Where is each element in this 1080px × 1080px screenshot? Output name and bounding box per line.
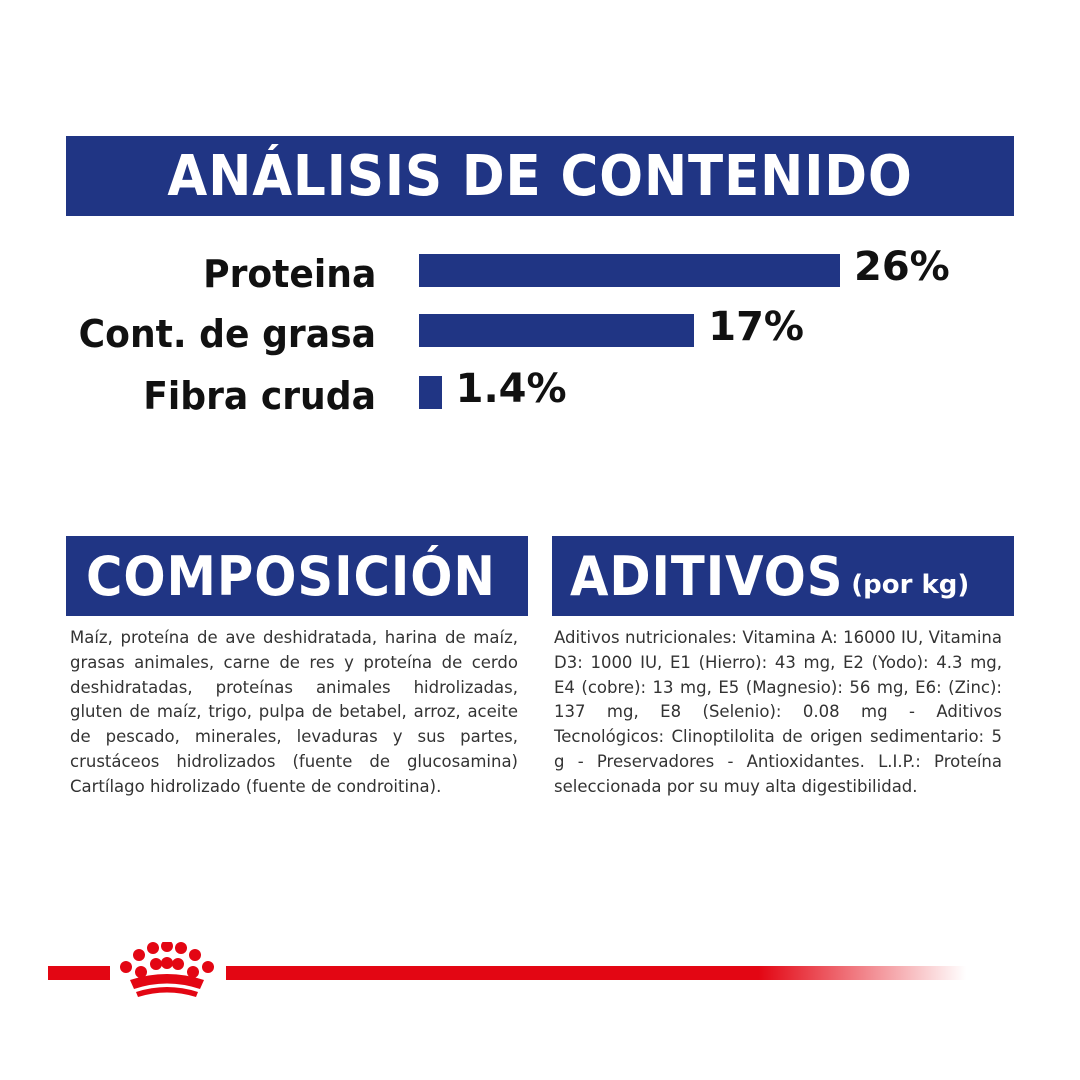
footer-line-right xyxy=(226,966,966,980)
bar xyxy=(419,254,840,287)
crown-icon xyxy=(116,942,218,1000)
analysis-header-banner xyxy=(66,136,1014,216)
bar-label: Fibra cruda xyxy=(143,374,376,418)
bar xyxy=(419,376,442,409)
additives-title: ADITIVOS xyxy=(570,544,844,608)
bar-value-label: 1.4% xyxy=(455,366,567,412)
composition-text: Maíz, proteína de ave deshidratada, harina de maíz, grasas animales, carne de res y proteína de cerdo deshidratadas, proteínas animales hidrolizadas, gluten de maíz, trigo, pulpa de betabel, arroz, aceite de pescado, minerales, levaduras y sus partes, crustáceos hidrolizados (fuente de glucosamina) Cartílago hidrolizado (fuente de condroitina). xyxy=(70,628,518,796)
additives-subtitle: (por kg) xyxy=(851,570,970,600)
bar-value-label: 17% xyxy=(708,304,805,350)
footer-line-left xyxy=(48,966,110,980)
bar-label: Cont. de grasa xyxy=(78,312,376,356)
bar xyxy=(419,314,694,347)
analysis-title: ANÁLISIS DE CONTENIDO xyxy=(167,143,913,209)
composition-header-banner xyxy=(66,536,528,616)
bar-value-label: 26% xyxy=(854,244,950,290)
composition-title: COMPOSICIÓN xyxy=(86,544,496,608)
bar-label: Proteina xyxy=(202,252,376,296)
additives-header-banner xyxy=(552,536,1014,616)
additives-text: Aditivos nutricionales: Vitamina A: 16000 IU, Vitamina D3: 1000 IU, E1 (Hierro): 43 mg, E2 (Yodo): 4.3 mg, E4 (cobre): 13 mg, E5 (Magnesio): 56 mg, E6: (Zinc): 137 mg, E8 (Selenio): 0.08 mg - Aditivos Tecnológicos: Clinoptilolita de origen sedimentario: 5 g - Preservadores - Antioxidantes. L.I.P.: Proteína seleccionada por su muy alta digestibilidad. xyxy=(554,628,1002,796)
